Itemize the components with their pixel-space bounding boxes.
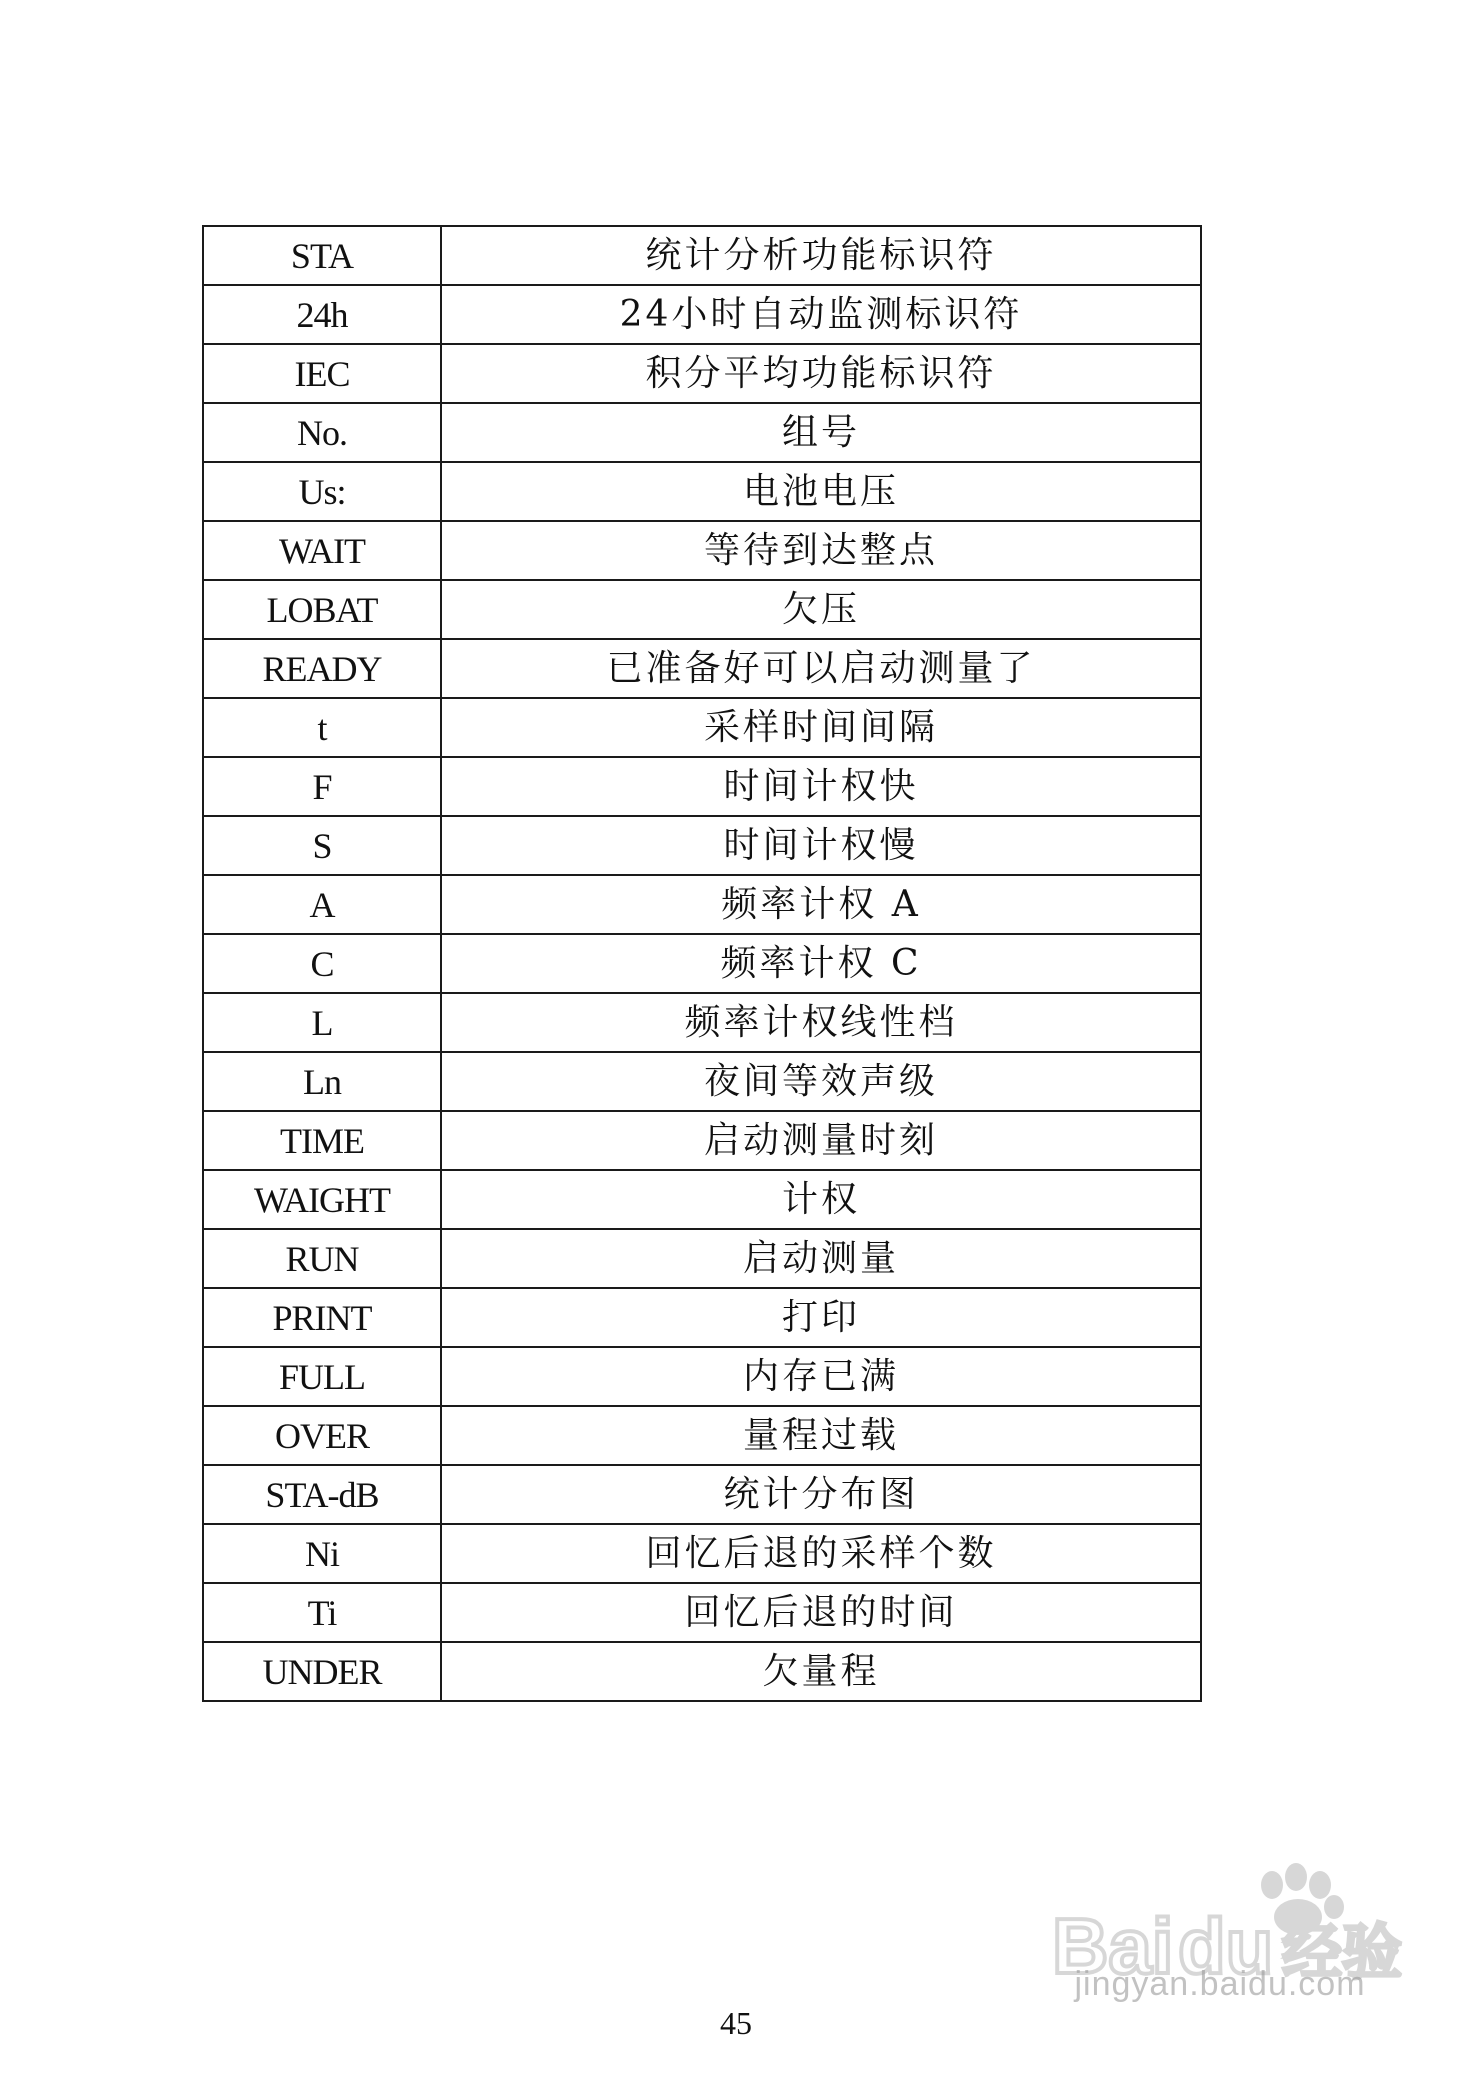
symbol-code-cell: Us:	[203, 462, 441, 521]
table-row	[203, 285, 1201, 344]
svg-text:经验: 经验	[1282, 1918, 1402, 1988]
table-row	[203, 757, 1201, 816]
symbol-code-cell: WAIGHT	[203, 1170, 441, 1229]
symbol-code-cell: F	[203, 757, 441, 816]
symbol-description-cell: 欠压	[441, 580, 1201, 639]
symbol-code-cell: OVER	[203, 1406, 441, 1465]
svg-text:du: du	[1178, 1902, 1274, 1990]
table-row	[203, 1170, 1201, 1229]
symbol-description-cell: 量程过载	[441, 1406, 1201, 1465]
symbol-description-cell: 内存已满	[441, 1347, 1201, 1406]
page-number: 45	[720, 2005, 752, 2041]
table-row	[203, 1406, 1201, 1465]
symbol-description-cell: 频率计权 C	[441, 934, 1201, 993]
table-row	[203, 1465, 1201, 1524]
table-row	[203, 344, 1201, 403]
table-row	[203, 1111, 1201, 1170]
symbol-code-cell: A	[203, 875, 441, 934]
symbol-code-cell: S	[203, 816, 441, 875]
symbol-code-cell: Ni	[203, 1524, 441, 1583]
symbol-description-cell: 频率计权 A	[441, 875, 1201, 934]
table-row	[203, 1288, 1201, 1347]
table-row	[203, 993, 1201, 1052]
symbol-description-cell: 统计分析功能标识符	[441, 226, 1201, 285]
symbol-description-cell: 回忆后退的采样个数	[441, 1524, 1201, 1583]
symbol-table	[202, 225, 1202, 1702]
symbol-code-cell: IEC	[203, 344, 441, 403]
table-row	[203, 1052, 1201, 1111]
table-row	[203, 580, 1201, 639]
table-row	[203, 403, 1201, 462]
table-row	[203, 1583, 1201, 1642]
symbol-table-body	[203, 226, 1201, 1701]
symbol-code-cell: WAIT	[203, 521, 441, 580]
symbol-description-cell: 采样时间间隔	[441, 698, 1201, 757]
table-row	[203, 639, 1201, 698]
symbol-code-cell: FULL	[203, 1347, 441, 1406]
symbol-code-cell: UNDER	[203, 1642, 441, 1701]
symbol-code-cell: Ln	[203, 1052, 441, 1111]
symbol-description-cell: 积分平均功能标识符	[441, 344, 1201, 403]
table-row	[203, 1524, 1201, 1583]
table-row	[203, 1642, 1201, 1701]
symbol-description-cell: 24小时自动监测标识符	[441, 285, 1201, 344]
symbol-code-cell: LOBAT	[203, 580, 441, 639]
symbol-description-cell: 统计分布图	[441, 1465, 1201, 1524]
symbol-description-cell: 已准备好可以启动测量了	[441, 639, 1201, 698]
symbol-code-cell: t	[203, 698, 441, 757]
symbol-description-cell: 等待到达整点	[441, 521, 1201, 580]
table-row	[203, 698, 1201, 757]
symbol-code-cell: STA	[203, 226, 441, 285]
symbol-code-cell: TIME	[203, 1111, 441, 1170]
symbol-description-cell: 启动测量时刻	[441, 1111, 1201, 1170]
symbol-description-cell: 启动测量	[441, 1229, 1201, 1288]
symbol-code-cell: C	[203, 934, 441, 993]
symbol-code-cell: RUN	[203, 1229, 441, 1288]
symbol-description-cell: 欠量程	[441, 1642, 1201, 1701]
symbol-code-cell: Ti	[203, 1583, 441, 1642]
table-row	[203, 521, 1201, 580]
table-row	[203, 934, 1201, 993]
symbol-code-cell: STA-dB	[203, 1465, 441, 1524]
table-row	[203, 816, 1201, 875]
watermark-url: jingyan.baidu.com	[1074, 1965, 1366, 2003]
symbol-code-cell: L	[203, 993, 441, 1052]
symbol-code-cell: READY	[203, 639, 441, 698]
symbol-description-cell: 计权	[441, 1170, 1201, 1229]
svg-text:Bai: Bai	[1052, 1902, 1174, 1990]
symbol-description-cell: 时间计权快	[441, 757, 1201, 816]
table-row	[203, 226, 1201, 285]
symbol-description-cell: 频率计权线性档	[441, 993, 1201, 1052]
table-row	[203, 875, 1201, 934]
symbol-description-cell: 时间计权慢	[441, 816, 1201, 875]
symbol-description-cell: 夜间等效声级	[441, 1052, 1201, 1111]
symbol-description-cell: 组号	[441, 403, 1201, 462]
symbol-description-cell: 电池电压	[441, 462, 1201, 521]
symbol-code-cell: 24h	[203, 285, 441, 344]
symbol-description-cell: 打印	[441, 1288, 1201, 1347]
table-row	[203, 1347, 1201, 1406]
symbol-code-cell: No.	[203, 403, 441, 462]
symbol-description-cell: 回忆后退的时间	[441, 1583, 1201, 1642]
symbol-code-cell: PRINT	[203, 1288, 441, 1347]
table-row	[203, 1229, 1201, 1288]
table-row	[203, 462, 1201, 521]
